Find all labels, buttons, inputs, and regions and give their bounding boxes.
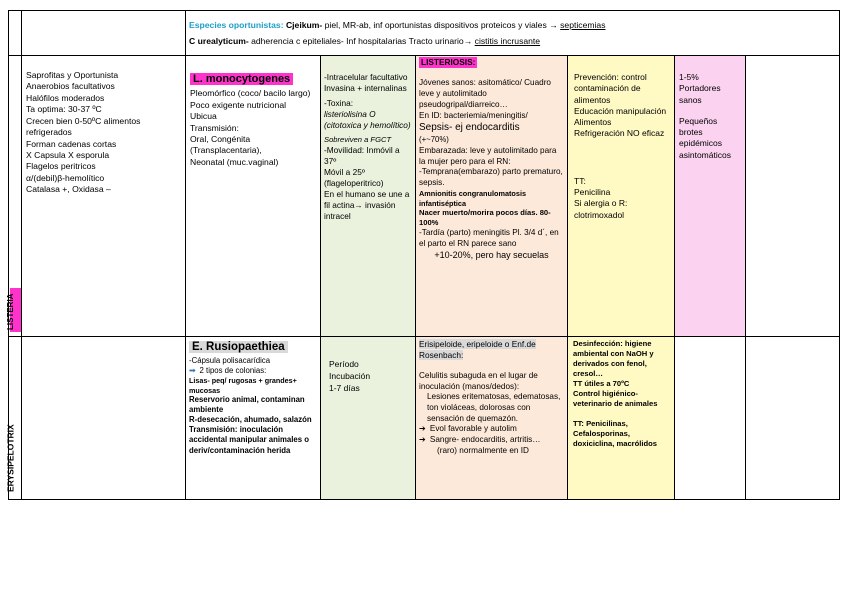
erysipelotrix-species-item: Reservorio animal, contaminan ambiente <box>189 394 305 415</box>
erysipelotrix-incubation-item: 1-7 días <box>329 382 360 393</box>
especies-oportunistas-label: Especies oportunistas: <box>189 20 284 30</box>
erysipeloide-item: Lesiones eritematosas, edematosas, ton violáceas, dolorosas con sensación de quemazón. <box>427 392 561 423</box>
notes-table <box>5 10 840 500</box>
erysipelotrix-species-item <box>189 366 317 376</box>
erysipelotrix-species-item: -Cápsula polisacarídica <box>189 355 271 365</box>
top-row-content-cell <box>185 10 840 56</box>
listeria-virulence-item: Invasina + internalinas <box>324 83 407 94</box>
listeria-virulence-item: -Movilidad: Inmóvil a 37º <box>324 145 400 167</box>
listeria-col4-cell <box>415 55 568 337</box>
listeria-prevention-item: Prevención: control contaminación de alimentos <box>574 72 647 105</box>
listeria-virulence-item: Móvil a 25º (flageloperitrico) <box>324 167 384 189</box>
listeria-prevention-item: Alimentos <box>574 117 612 128</box>
top-row-line-1 <box>189 20 836 31</box>
listeria-side-label: LISTERIA <box>5 293 15 330</box>
listeriosis-list <box>419 78 564 262</box>
arrow-icon: → <box>549 20 558 30</box>
erysipeloide-item: Celulitis subaguda en el lugar de inoculación (manos/dedos): <box>419 371 538 391</box>
erysipelotrix-col5-cell <box>567 336 675 500</box>
listeria-virulence-item: listeriolisina O (citotoxica y hemolítico) <box>324 109 411 131</box>
listeriosis-title: LISTERIOSIS: <box>421 57 476 67</box>
septicemias-text: septicemias <box>560 20 606 30</box>
arrow-right-icon: ➔ <box>419 435 426 445</box>
arrow-right-icon: ➔ <box>419 424 426 434</box>
top-row-line-2 <box>189 36 836 47</box>
listeria-carrier-item: Portadores sanos <box>679 83 721 105</box>
curealyticum-label: C urealyticum- <box>189 36 249 47</box>
listeriosis-item: Nacer muerto/morira pocos días. 80-100% <box>419 208 551 228</box>
listeria-characteristic: Forman cadenas cortas <box>26 138 117 149</box>
top-row-side-cell <box>8 10 22 56</box>
listeria-species-item: Transmisión: <box>190 122 239 133</box>
erysipelotrix-side-label: ERYSIPELOTRIX <box>5 424 16 492</box>
top-row-col1-cell <box>21 10 186 56</box>
erysipelotrix-species-title: E. Rusiopaethiea <box>189 341 288 353</box>
listeria-species-item: Neonatal (muc.vaginal) <box>190 156 279 167</box>
erysipeloide-title: Erisipeloide, eripeloide o Enf.de Rosenbach: <box>419 339 536 361</box>
erysipelotrix-col6-cell <box>674 336 746 500</box>
erysipelotrix-incubation-item: Incubación <box>329 370 371 381</box>
listeria-species-list <box>190 88 316 168</box>
listeria-characteristic: Crecen bien 0-50ºC alimentos refrigerados <box>26 115 141 138</box>
listeria-species-item: Pleomórfico (coco/ bacilo largo) <box>190 88 311 99</box>
listeriosis-item: Jóvenes sanos: asitomático/ Cuadro leve y autolimitado pseudogripal/diarreico… <box>419 78 551 109</box>
listeria-characteristic: Flagelos peritricos <box>26 161 96 172</box>
erysipelotrix-treatment-item: TT: Penicilinas, Cefalosporinas, doxiciclina, macrólidos <box>573 419 657 449</box>
listeriosis-item: (+~70%) <box>419 134 449 144</box>
listeria-prevention-item: Refrigeración NO eficaz <box>574 128 665 139</box>
listeria-carriers-list <box>679 72 741 161</box>
listeria-prevention-item: Penicilina <box>574 187 611 198</box>
listeria-characteristic: Halófilos moderados <box>26 92 105 103</box>
listeria-col6-cell <box>674 55 746 337</box>
erysipelotrix-col2-cell <box>185 336 321 500</box>
listeriosis-item: -Temprana(embarazo) parto prematuro, sepsis. <box>419 167 563 188</box>
erysipelotrix-incubation-list <box>329 359 407 395</box>
erysipelotrix-treatment-item: TT útiles a 70ºC <box>573 379 630 389</box>
erysipeloide-item <box>419 435 564 446</box>
listeria-characteristic: Saprofitas y Oportunista <box>26 70 119 80</box>
listeria-characteristic: α/(debil)β-hemolítico <box>26 172 105 183</box>
listeriosis-item: Embarazada: leve y autolimitado para la mujer pero para el RN: <box>419 145 557 166</box>
erysipeloide-item-text: Sangre- endocarditis, artritis… <box>429 435 541 445</box>
listeria-species-item: Ubicua <box>190 111 217 122</box>
listeria-col5-cell <box>567 55 675 337</box>
erysipeloide-item: (raro) normalmente en ID <box>437 445 529 455</box>
erysipelotrix-species-item-text: 2 tipos de colonias: <box>199 366 267 376</box>
erysipelotrix-species-item: R-desecación, ahumado, salazón <box>189 415 312 425</box>
listeria-prevention-list <box>574 72 668 221</box>
listeria-col7-cell <box>745 55 840 337</box>
listeria-characteristic: Ta optima: 30-37 ºC <box>26 104 102 115</box>
listeriosis-item: En ID: bacteriemia/meningitis/ <box>419 110 528 120</box>
listeria-virulence-item: -Intracelular facultativo <box>324 72 408 82</box>
erysipelotrix-col3-cell <box>320 336 416 500</box>
listeria-species-title: L. monocytogenes <box>190 73 293 85</box>
arrow-right-icon: ➡ <box>189 366 196 376</box>
cjeikum-label: Cjeikum- <box>285 20 323 30</box>
listeria-carrier-item: Pequeños brotes epidémicos asintomáticos <box>679 115 731 160</box>
listeria-virulence-item: -Toxina: <box>324 98 354 109</box>
curealyticum-text: adherencia c epiteliales- Inf hospitalarias Tracto urinario <box>248 36 464 47</box>
listeria-virulence-list <box>324 72 412 222</box>
erysipelotrix-side-cell <box>5 336 22 500</box>
listeria-species-item: Poco exigente nutricional <box>190 99 287 110</box>
erysipelotrix-treatment-item: Desinfección: higiene ambiental con NaOH y derivados con fenol, cresol… <box>573 339 654 379</box>
erysipelotrix-species-item: Transmisión: inoculación accidental manipular animales o deriv/contaminación herida <box>189 425 310 455</box>
listeria-species-item: Oral, Congénita (Transplacentaria), <box>190 133 262 156</box>
listeriosis-item: Sepsis- ej endocarditis <box>419 122 520 134</box>
erysipelotrix-treatment-list <box>573 339 669 449</box>
erysipelotrix-col7-cell <box>745 336 840 500</box>
cjeikum-text: piel, MR-ab, inf oportunistas dispositivos proteicos y viales <box>322 20 547 30</box>
erysipeloide-item <box>419 424 564 435</box>
listeriosis-item: +10-20%, pero hay secuelas <box>434 250 549 261</box>
erysipeloide-item-text: Evol favorable y autolim <box>429 424 517 434</box>
listeria-prevention-item: Si alergia o R: clotrimoxadol <box>574 198 628 220</box>
listeria-virulence-item: Sobreviven a FGCT <box>324 135 392 145</box>
erysipelotrix-species-item: Lisas- peq/ rugosas + grandes+ mucosas <box>189 376 297 395</box>
listeria-col3-cell <box>320 55 416 337</box>
erysipelotrix-treatment-item: Control higiénico-veterinario de animales <box>573 389 658 409</box>
listeria-col2-cell <box>185 55 321 337</box>
erysipelotrix-species-list <box>189 356 317 456</box>
cistitis-text: cistitis incrusante <box>474 36 541 47</box>
listeria-virulence-item: En el humano se une a fil actina→ invasión intracel <box>324 189 410 222</box>
listeria-side-cell <box>5 55 22 337</box>
listeria-characteristic: X Capsula X esporula <box>26 149 110 160</box>
arrow-icon: → <box>463 36 473 47</box>
listeria-carrier-item: 1-5% <box>679 72 699 82</box>
listeria-characteristics-list <box>26 70 181 196</box>
listeriosis-item: Amnionitis congranulomatosis infantiséptica <box>419 189 527 208</box>
listeria-characteristic: Anaerobios facultativos <box>26 81 115 92</box>
erysipelotrix-incubation-item: Período <box>329 359 359 369</box>
listeria-characteristic: Catalasa +, Oxidasa – <box>26 184 111 195</box>
listeria-col1-cell <box>21 55 186 337</box>
erysipelotrix-col4-cell <box>415 336 568 500</box>
listeria-prevention-item: TT: <box>574 175 586 186</box>
erysipeloide-list <box>419 371 564 456</box>
erysipelotrix-col1-cell <box>21 336 186 500</box>
listeria-prevention-item: Educación manipulación <box>574 105 667 116</box>
listeriosis-item: -Tardía (parto) meningitis Pl. 3/4 d´, en el parto el RN parece sano <box>419 228 559 249</box>
